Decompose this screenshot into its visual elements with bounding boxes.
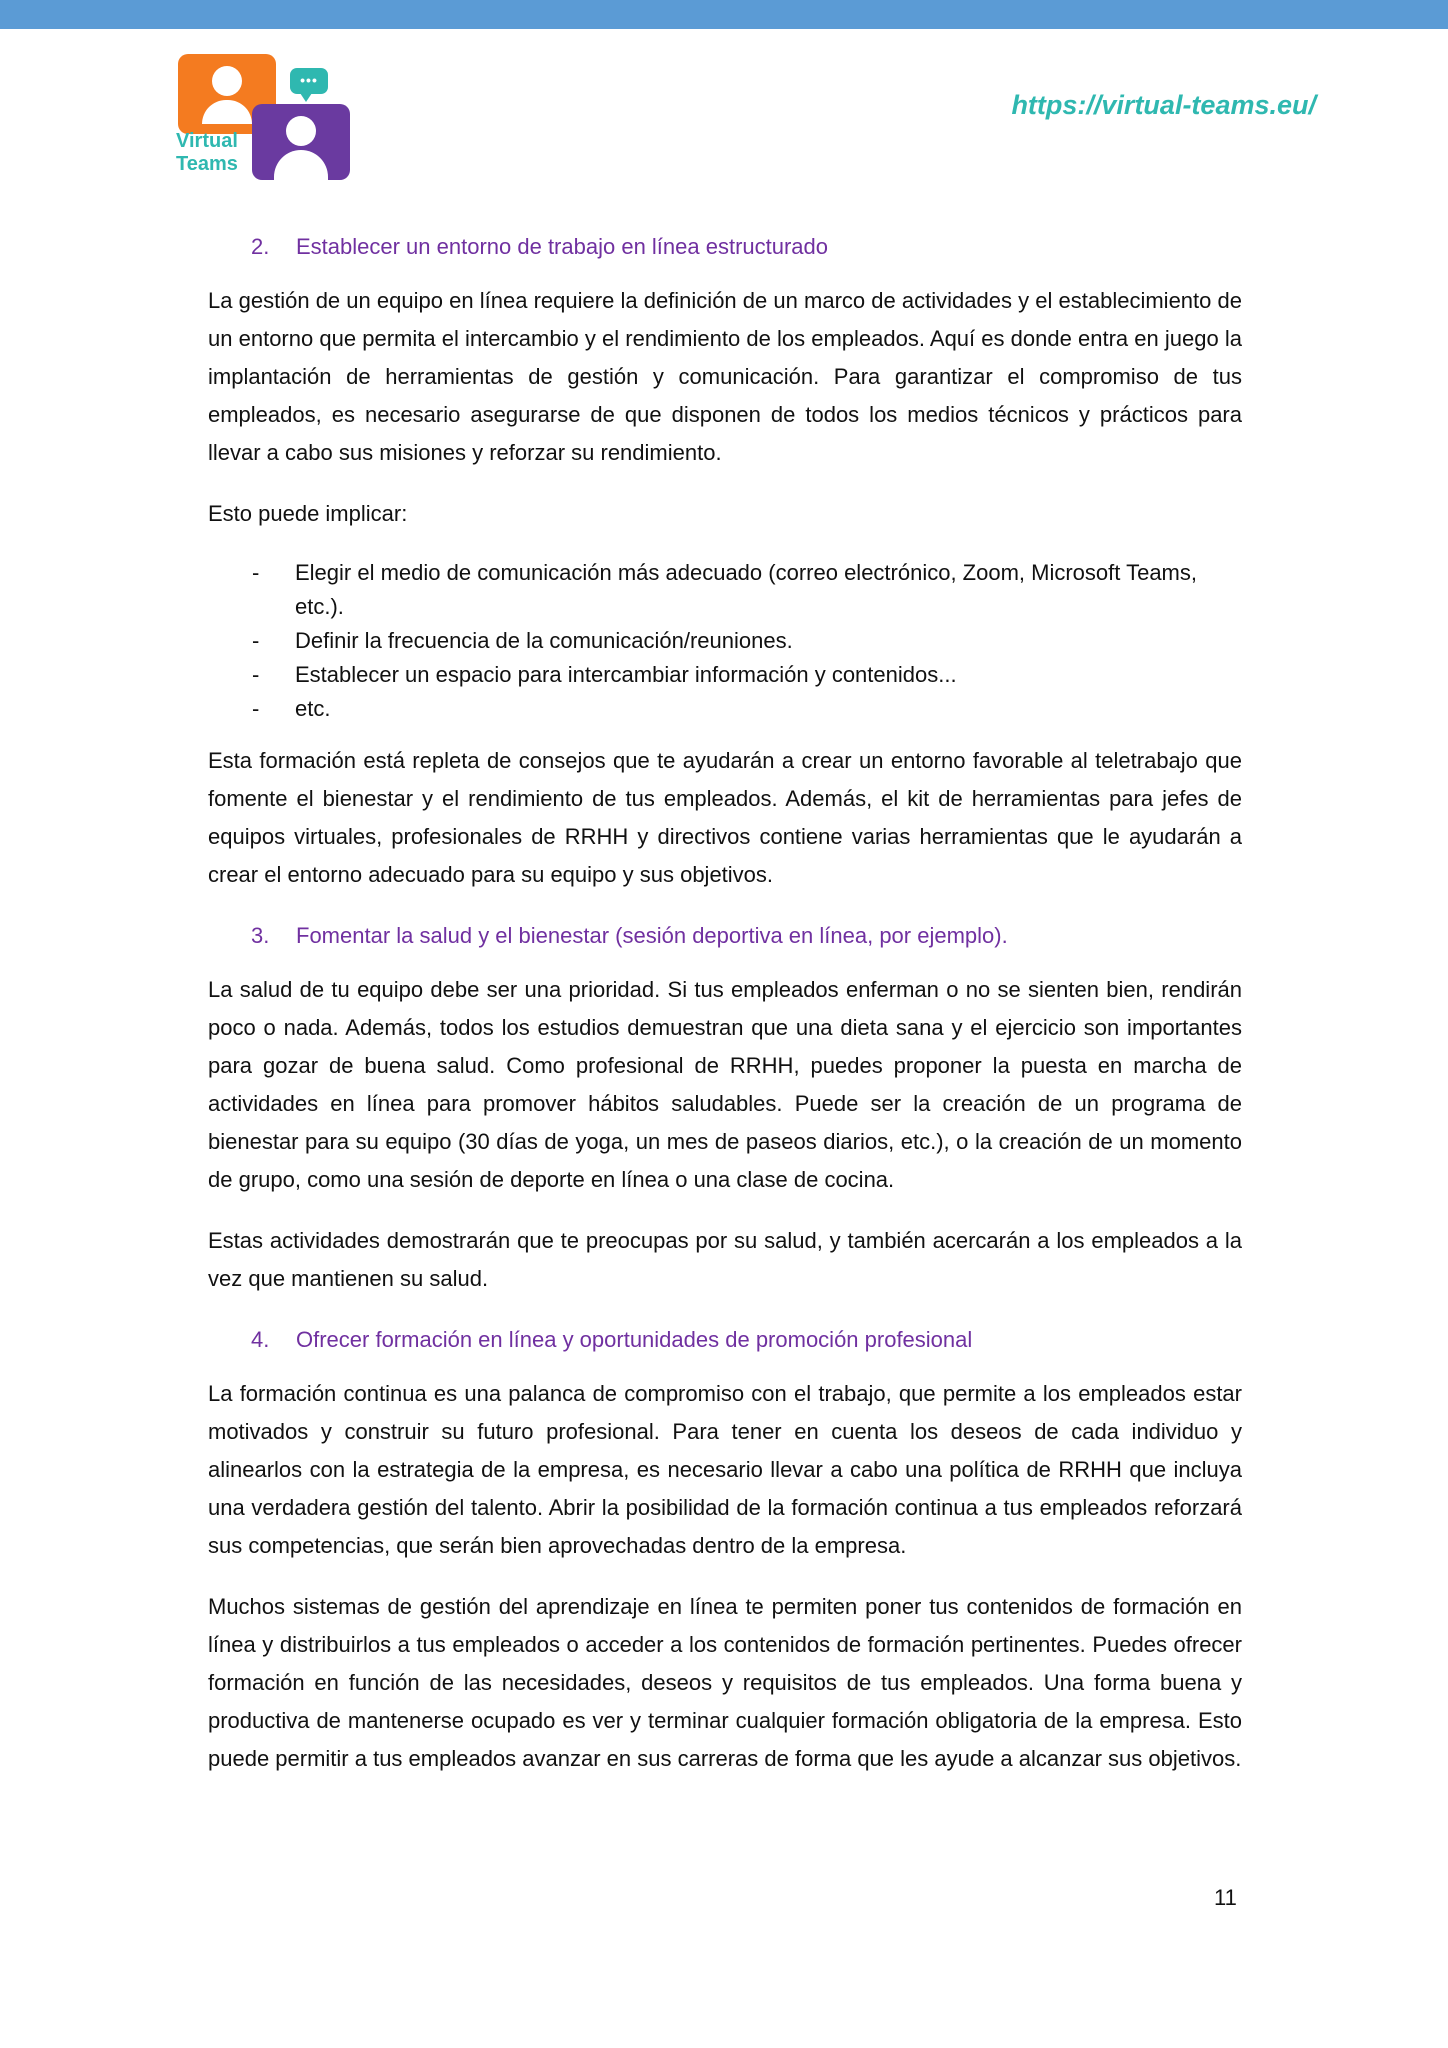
bullet-list — [208, 556, 1242, 726]
list-item-text: Elegir el medio de comunicación más adecuado (correo electrónico, Zoom, Microsoft Teams, etc.). — [295, 560, 1197, 619]
page-number: 11 — [1214, 1885, 1237, 1910]
paragraph: Muchos sistemas de gestión del aprendizaje en línea te permiten poner tus contenidos de formación en línea y distribuirlos a tus empleados o acceder a los contenidos de formación pertinentes. Puedes ofrecer formación en función de las necesidades, deseos y requisitos de tus empleados. Una forma buena y productiva de mantenerse ocupado es ver y terminar cualquier formación obligatoria de la empresa. Esto puede permitir a tus empleados avanzar en sus carreras de forma que les ayude a alcanzar sus objetivos. — [208, 1594, 1242, 1771]
section-title: Ofrecer formación en línea y oportunidades de promoción profesional — [296, 1327, 973, 1352]
list-item — [208, 624, 1242, 658]
website-url[interactable]: https://virtual-teams.eu/ — [1011, 90, 1316, 120]
section-number: 2. — [251, 234, 270, 259]
logo-purple-tile — [252, 104, 350, 180]
person-head-icon — [286, 116, 316, 146]
bullet-dash: - — [252, 696, 260, 721]
top-accent-bar — [0, 0, 1448, 29]
person-body-icon — [274, 150, 328, 180]
chat-dots: ••• — [300, 72, 318, 88]
section-title: Establecer un entorno de trabajo en línea estructurado — [296, 234, 829, 259]
paragraph: Estas actividades demostrarán que te preocupas por su salud, y también acercarán a los empleados a la vez que mantienen su salud. — [208, 1228, 1242, 1291]
paragraph: La formación continua es una palanca de compromiso con el trabajo, que permite a los empleados estar motivados y construir su futuro profesional. Para tener en cuenta los deseos de cada individuo y alinearlos con la estrategia de la empresa, es necesario llevar a cabo una política de RRHH que incluya una verdadera gestión del talento. Abrir la posibilidad de la formación continua a tus empleados reforzará sus competencias, que serán bien aprovechadas dentro de la empresa. — [208, 1381, 1242, 1558]
bullet-dash: - — [252, 560, 260, 585]
section-number: 4. — [251, 1327, 270, 1352]
section-heading-4 — [208, 1321, 1242, 1359]
paragraph: La gestión de un equipo en línea requiere la definición de un marco de actividades y el establecimiento de un entorno que permita el intercambio y el rendimiento de los empleados. Aquí es donde entra en juego la implantación de herramientas de gestión y comunicación. Para garantizar el compromiso de tus empleados, es necesario asegurarse de que disponen de todos los medios técnicos y prácticos para llevar a cabo sus misiones y reforzar su rendimiento. — [208, 288, 1242, 465]
section-title: Fomentar la salud y el bienestar (sesión deportiva en línea, por ejemplo). — [296, 923, 1008, 948]
document-body — [208, 228, 1242, 1778]
paragraph: Esta formación está repleta de consejos que te ayudarán a crear un entorno favorable al teletrabajo que fomente el bienestar y el rendimiento de tus empleados. Además, el kit de herramientas para jefes de equipos virtuales, profesionales de RRHH y directivos contiene varias herramientas que le ayudarán a crear el entorno adecuado para su equipo y sus objetivos. — [208, 748, 1242, 887]
chat-bubble-icon — [290, 68, 328, 94]
section-number: 3. — [251, 923, 270, 948]
logo-text-virtual: Virtual — [176, 130, 238, 152]
list-item — [208, 658, 1242, 692]
list-item-text: Establecer un espacio para intercambiar información y contenidos... — [295, 662, 957, 687]
list-item-text: Definir la frecuencia de la comunicación/reuniones. — [295, 628, 793, 653]
list-item — [208, 692, 1242, 726]
person-head-icon — [212, 66, 242, 96]
paragraph: Esto puede implicar: — [208, 501, 408, 526]
logo-text-teams: Teams — [176, 153, 238, 175]
list-item-text: etc. — [295, 696, 331, 721]
bullet-dash: - — [252, 628, 260, 653]
bullet-dash: - — [252, 662, 260, 687]
section-heading-3 — [208, 917, 1242, 955]
paragraph: La salud de tu equipo debe ser una prioridad. Si tus empleados enferman o no se sienten bien, rendirán poco o nada. Además, todos los estudios demuestran que una dieta sana y el ejercicio son importantes para gozar de buena salud. Como profesional de RRHH, puedes proponer la puesta en marcha de actividades en línea para promover hábitos saludables. Puede ser la creación de un programa de bienestar para su equipo (30 días de yoga, un mes de paseos diarios, etc.), o la creación de un momento de grupo, como una sesión de deporte en línea o una clase de cocina. — [208, 977, 1242, 1192]
person-body-icon — [202, 100, 252, 124]
list-item — [208, 556, 1242, 624]
section-heading-2 — [208, 228, 1242, 266]
virtual-teams-logo — [176, 54, 356, 182]
